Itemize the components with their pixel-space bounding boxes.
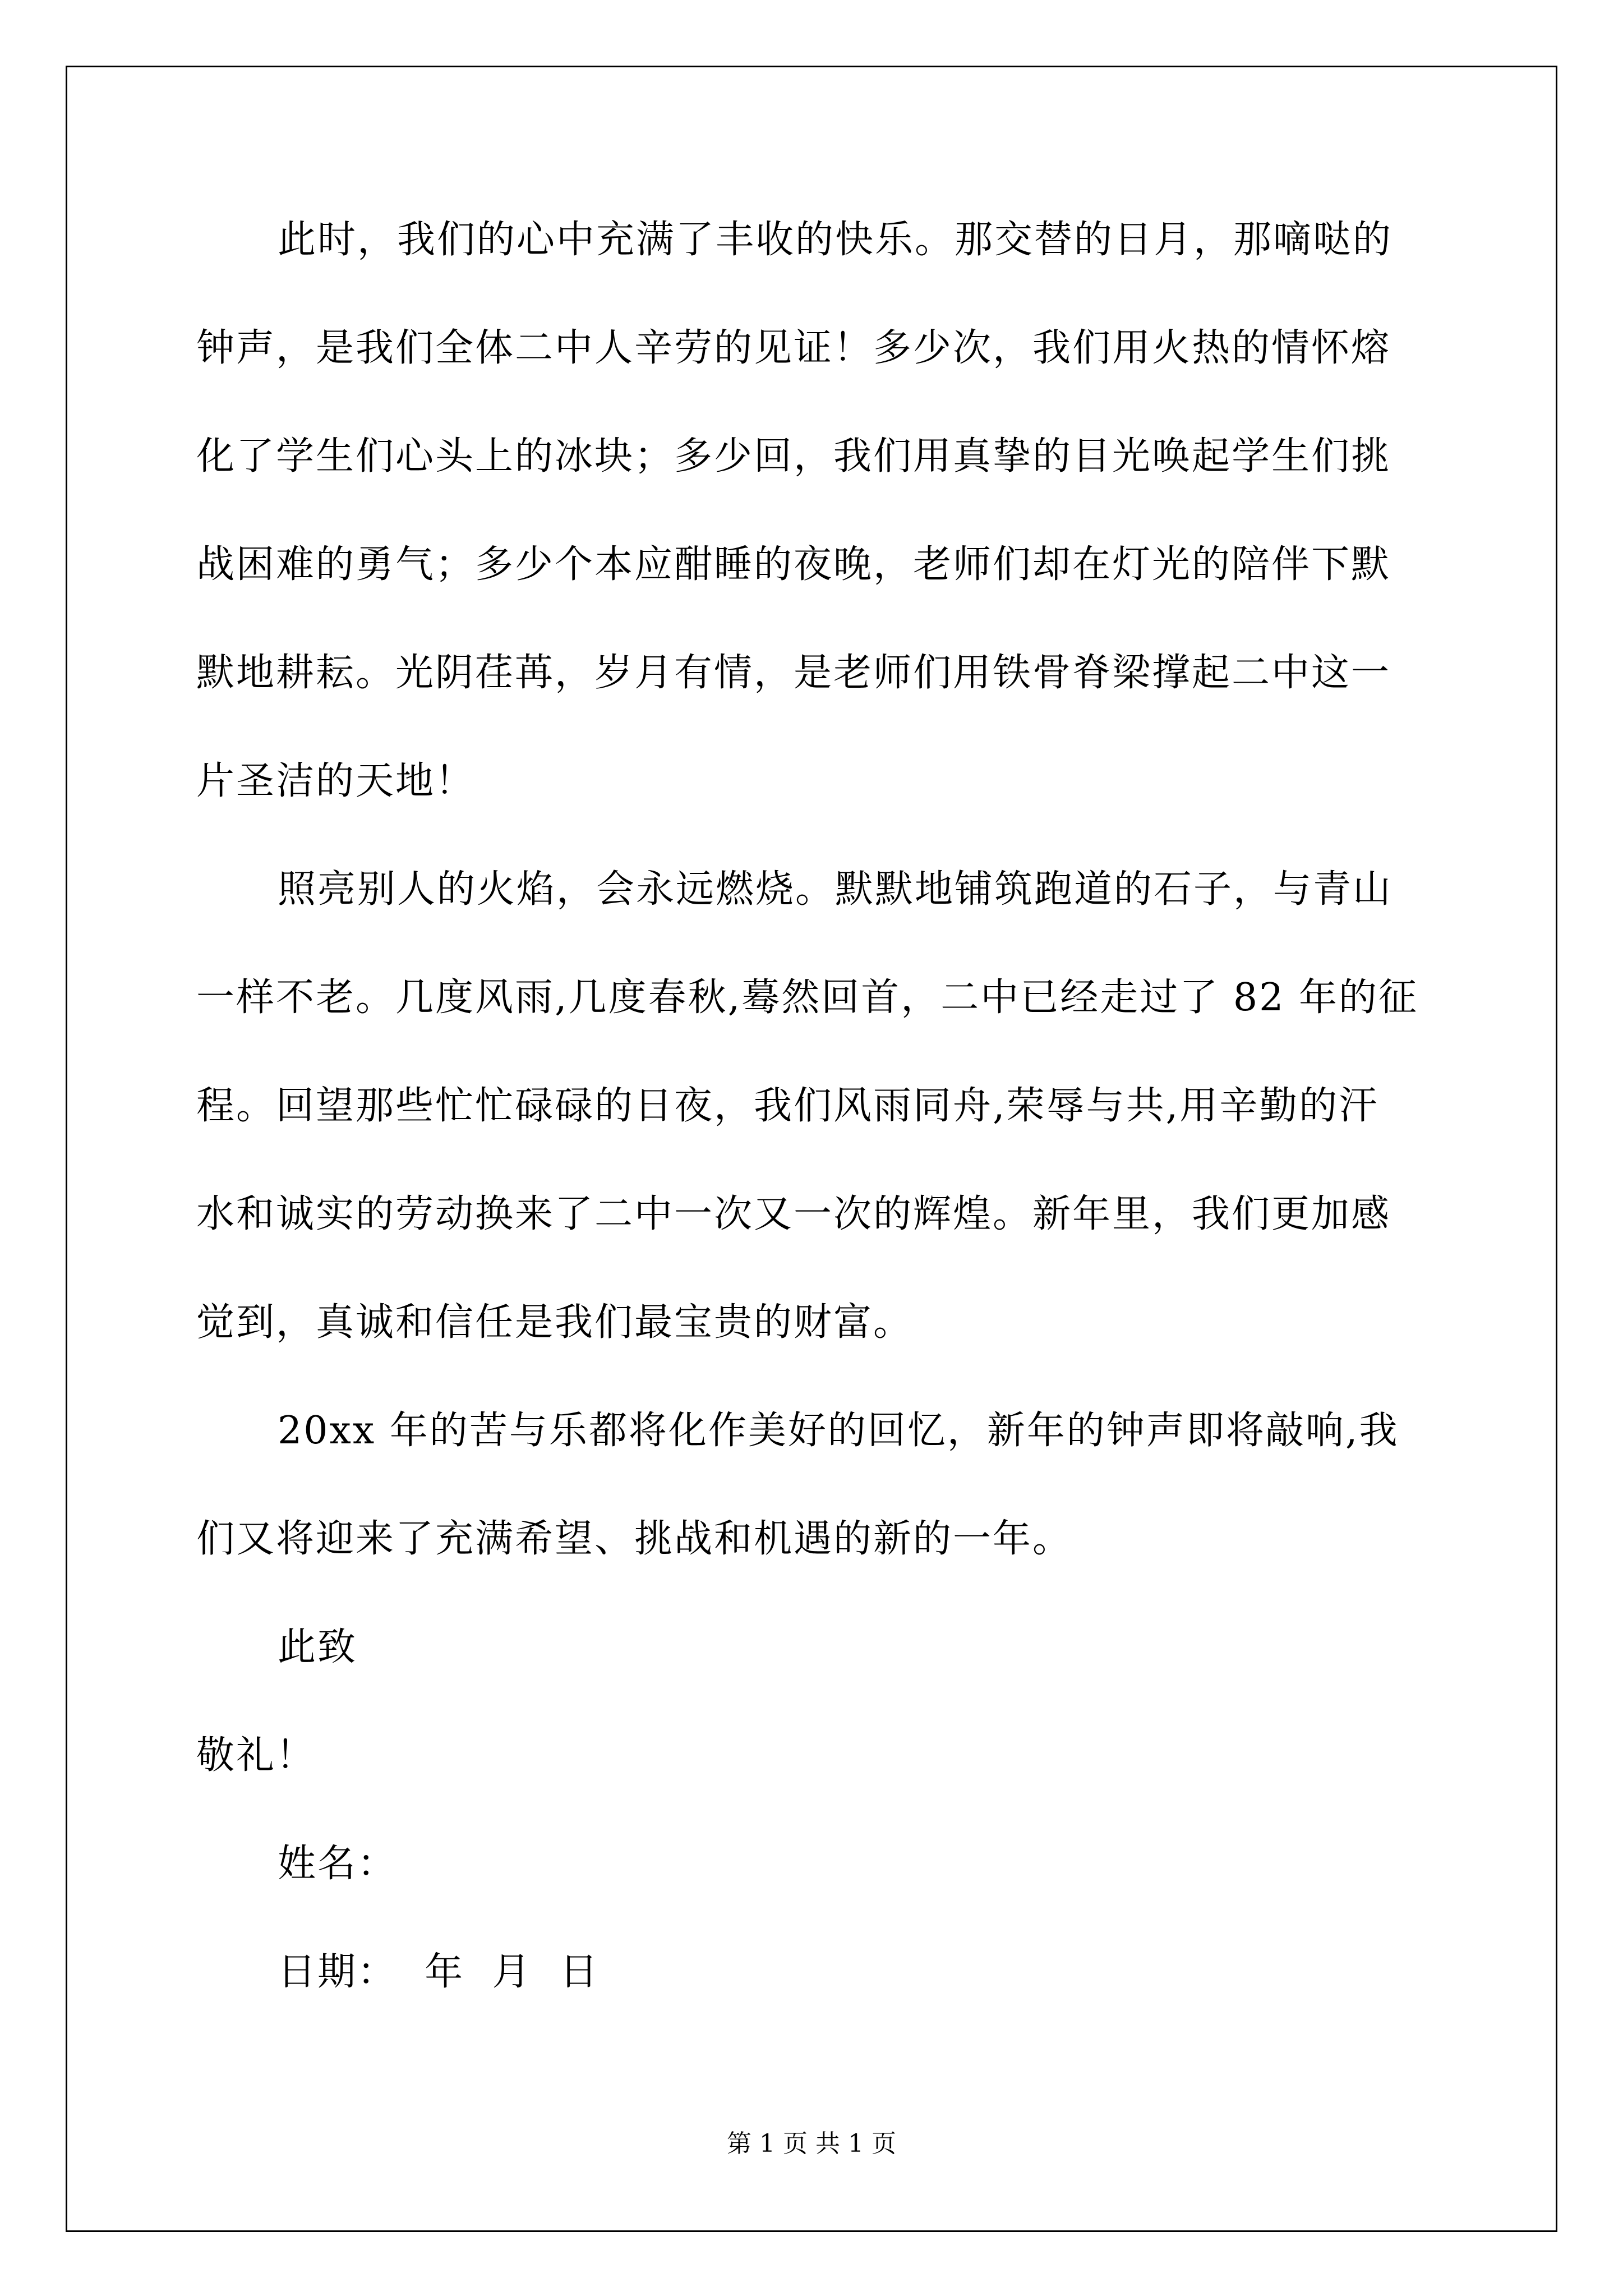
paragraph-3-line-2: 们又将迎来了充满希望、挑战和机遇的新的一年。	[196, 1517, 1073, 1561]
paragraph-1-line-2: 钟声，是我们全体二中人辛劳的见证！多少次，我们用火热的情怀熔	[196, 326, 1391, 370]
closing-text: 此致	[278, 1625, 358, 1669]
salute-text: 敬礼！	[196, 1733, 316, 1778]
letter-body	[196, 206, 1430, 2047]
paragraph-2-line-4: 水和诚实的劳动换来了二中一次又一次的辉煌。新年里，我们更加感	[196, 1192, 1391, 1236]
paragraph-1-line-6: 片圣洁的天地！	[196, 759, 476, 803]
date-label: 日期： 年 月 日	[278, 1950, 600, 1994]
name-label: 姓名：	[278, 1842, 398, 1886]
paragraph-2-line-2: 一样不老。几度风雨,几度春秋,蓦然回首，二中已经走过了 82 年的征	[196, 976, 1418, 1020]
paragraph-2-line-1: 照亮别人的火焰，会永远燃烧。默默地铺筑跑道的石子，与青山	[278, 867, 1393, 912]
paragraph-1-line-4: 战困难的勇气；多少个本应酣睡的夜晚，老师们却在灯光的陪伴下默	[196, 542, 1391, 587]
paragraph-1-line-5: 默地耕耘。光阴荏苒，岁月有情，是老师们用铁骨脊梁撑起二中这一	[196, 651, 1391, 695]
paragraph-3-line-1: 20xx 年的苦与乐都将化作美好的回忆，新年的钟声即将敲响,我	[278, 1409, 1399, 1453]
paragraph-2-line-5: 觉到，真诚和信任是我们最宝贵的财富。	[196, 1300, 914, 1345]
paragraph-1-line-3: 化了学生们心头上的冰块；多少回，我们用真挚的目光唤起学生们挑	[196, 434, 1391, 478]
page-footer: 第 1 页 共 1 页	[727, 2129, 896, 2158]
paragraph-1-line-1: 此时，我们的心中充满了丰收的快乐。那交替的日月，那嘀哒的	[278, 218, 1393, 262]
paragraph-2-line-3: 程。回望那些忙忙碌碌的日夜，我们风雨同舟,荣辱与共,用辛勤的汗	[196, 1084, 1379, 1128]
